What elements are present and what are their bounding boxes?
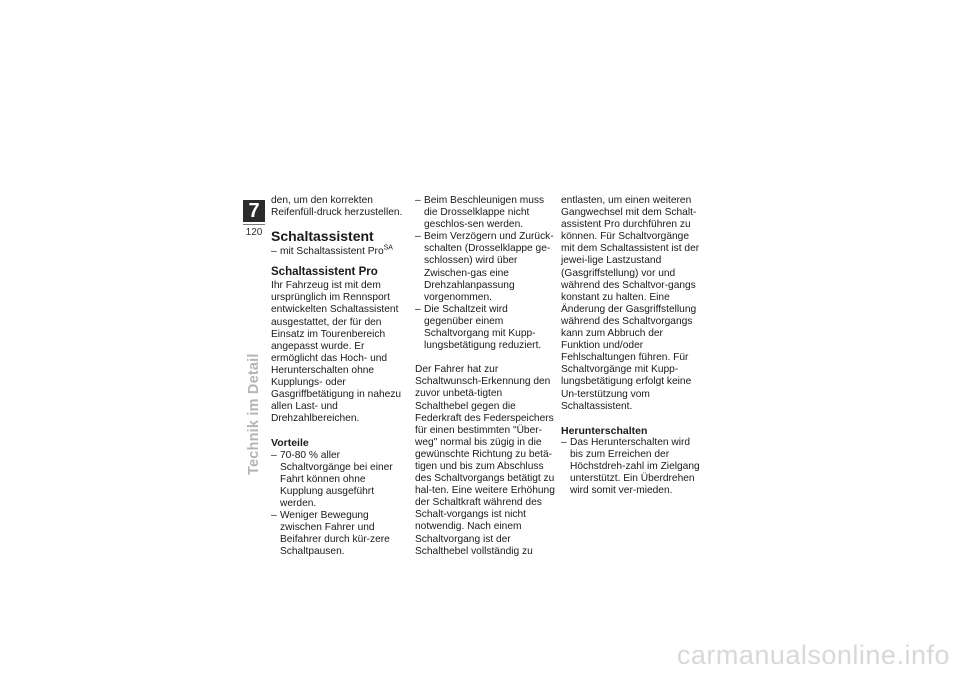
watermark: carmanualsonline.info	[676, 640, 950, 670]
column-2	[415, 195, 555, 558]
subsection-heading: Schaltassistent Pro	[271, 266, 378, 279]
list-item: – Beim Verzögern und Zurück-schalten (Drosselklappe ge-schlossen) wird über Zwischen-gas eine Drehzahlanpassung vorgenommen.	[415, 231, 555, 304]
intro-text: den, um den korrekten Reifenfüll-druck herzustellen.	[271, 195, 403, 219]
section-heading: Schaltassistent	[271, 228, 374, 245]
body-text: Der Fahrer hat zur Schaltwunsch-Erkennung den zuvor unbetä-tigten Schalthebel gegen die Federkraft des Federspeichers für einen bestimmten "Über-weg" normal bis zügig in die gewünschte Richtung zu betä-tigen und bis zum Abschluss des Schaltvorgangs betätigt zu hal-ten. Eine weitere Erhöhung der Schaltkraft während des Schalt-vorgangs ist nicht notwendig. Nach einem Schaltvorgang ist der Schalthebel vollständig zu	[415, 364, 555, 557]
list-item: – Weniger Bewegung zwischen Fahrer und Beifahrer durch kür-zere Schaltpausen.	[271, 510, 411, 558]
special-equipment-mark: SA	[383, 244, 393, 252]
chapter-divider	[243, 224, 265, 225]
equipment-note	[271, 246, 411, 258]
downshift-heading: Herunterschalten	[561, 424, 648, 437]
list-item: – Beim Beschleunigen muss die Drosselklappe nicht geschlos-sen werden.	[415, 195, 555, 231]
chapter-side-title: Technik im Detail	[246, 353, 262, 475]
chapter-number: 7	[243, 200, 265, 222]
body-text: Ihr Fahrzeug ist mit dem ursprünglich im Rennsport entwickelten Schaltassistent ausgestattet, der für den Einsatz im Tourenbereich angepasst wurde. Er ermöglicht das Hoch- und Herunterschalten ohne Kupplungs- oder Gasgriffbetätigung in nahezu allen Last- und Drehzahlbereichen.	[271, 280, 402, 425]
paragraph-gap	[415, 352, 555, 364]
column-1	[271, 195, 411, 558]
advantages-heading: Vorteile	[271, 437, 309, 450]
list-item: – Das Herunterschalten wird bis zum Erreichen der Höchstdreh-zahl im Zielgang unterstützt. Ein Überdrehen wird somit ver-mieden.	[561, 437, 701, 497]
column-3	[561, 195, 701, 497]
equipment-note-text: mit Schaltassistent Pro	[280, 246, 384, 258]
list-item: – Die Schaltzeit wird gegenüber einem Schaltvorgang mit Kupp-lungsbetätigung reduziert.	[415, 304, 555, 352]
page-number: 120	[245, 227, 263, 238]
list-item: – 70-80 % aller Schaltvorgänge bei einer Fahrt können ohne Kupplung ausgeführt werden.	[271, 450, 411, 510]
body-text: entlasten, um einen weiteren Gangwechsel mit dem Schalt-assistent Pro durchführen zu können. Für Schaltvorgänge mit dem Schaltassistent ist der jewei-lige Lastzustand (Gasgriffstellung) vor und während des Schaltvor-gangs konstant zu halten. Eine Änderung der Gasgriffstellung während des Schaltvorgangs kann zum Abbruch der Funktion und/oder Fehlschaltungen führen. Für Schaltvorgänge mit Kupp-lungsbetätigung erfolgt keine Un-terstützung vom Schaltassistent.	[561, 195, 700, 412]
